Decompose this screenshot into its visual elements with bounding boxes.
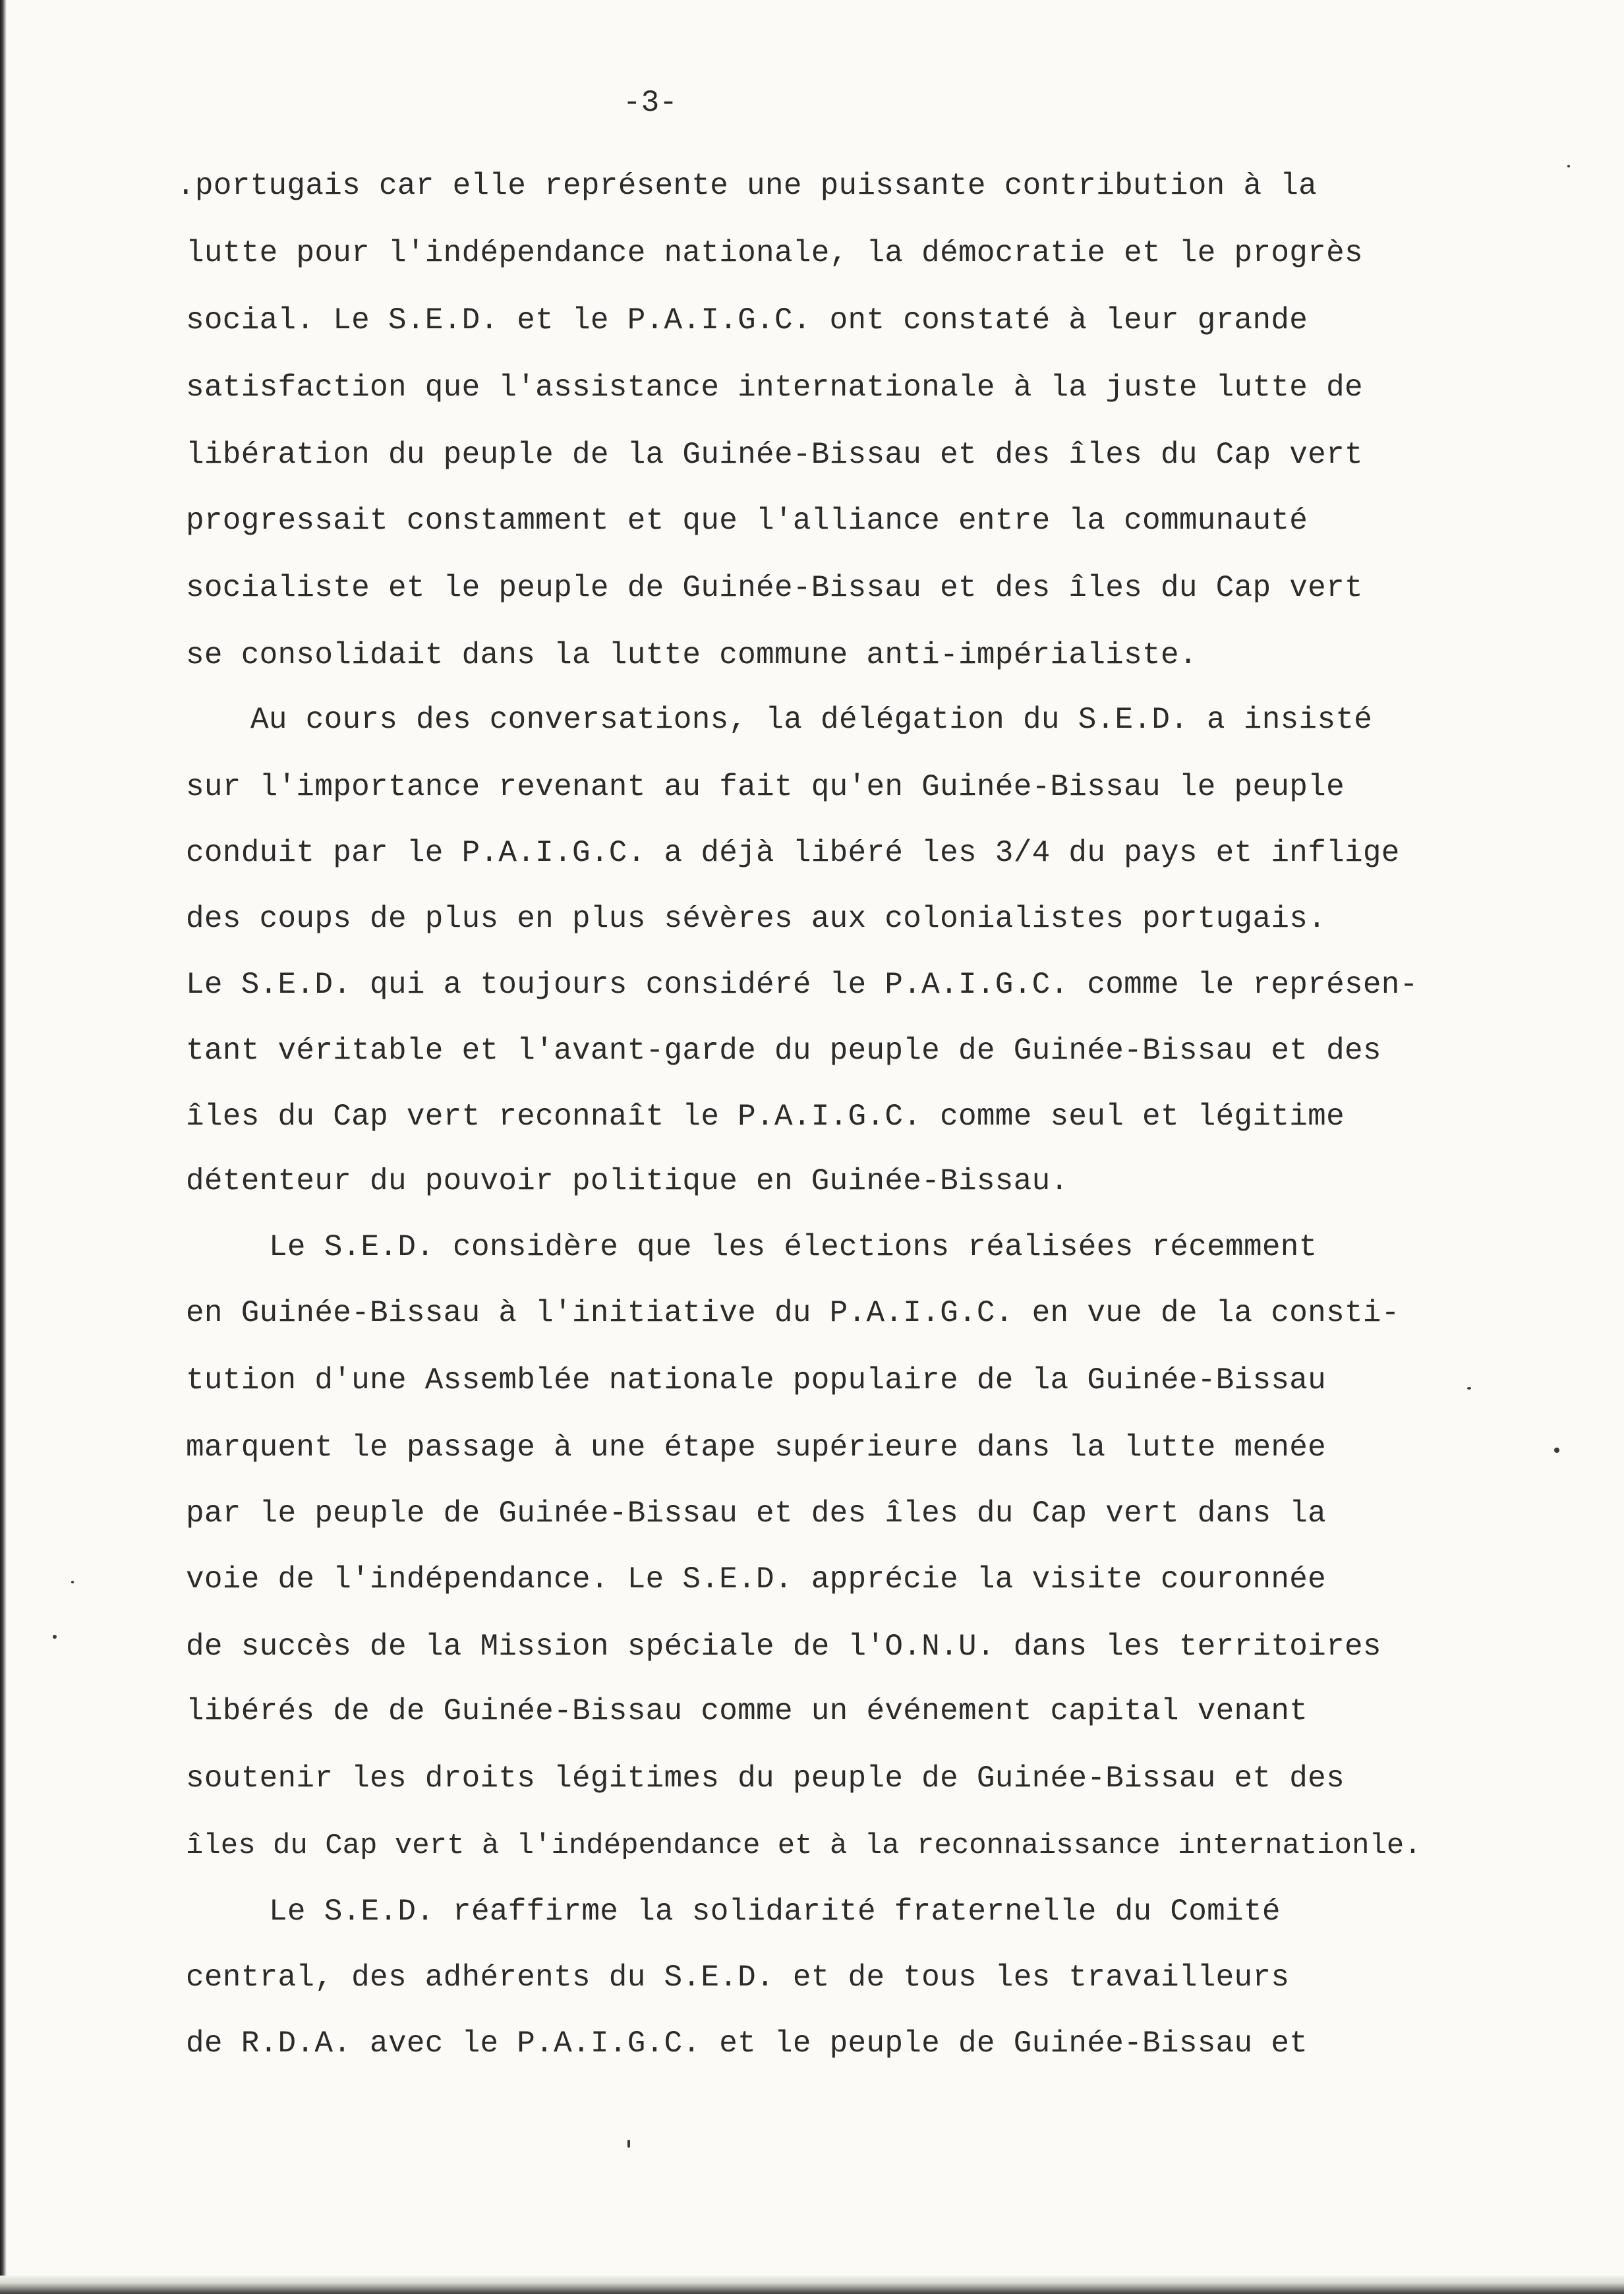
paragraph-3-line-2: en Guinée-Bissau à l'initiative du P.A.I.G.C. en vue de la consti- — [186, 1296, 1400, 1330]
paragraph-1-line-6: progressait constamment et que l'alliance entre la communauté — [186, 504, 1308, 538]
paragraph-1-line-4: satisfaction que l'assistance internationale à la juste lutte de — [186, 370, 1363, 405]
paragraph-2-line-7: îles du Cap vert reconnaît le P.A.I.G.C. comme seul et légitime — [186, 1100, 1345, 1134]
paragraph-1-line-8: se consolidait dans la lutte commune anti-impérialiste. — [186, 638, 1198, 672]
scan-bottom-edge — [0, 2276, 1624, 2294]
paragraph-3-line-1: Le S.E.D. considère que les élections réalisées récemment — [269, 1230, 1318, 1264]
scan-speck — [1567, 165, 1570, 167]
paragraph-3-line-3: tution d'une Assemblée nationale populaire de la Guinée-Bissau — [186, 1363, 1345, 1397]
paragraph-2-line-6: tant véritable et l'avant-garde du peuple de Guinée-Bissau et des — [186, 1034, 1381, 1068]
paragraph-1-line-3: social. Le S.E.D. et le P.A.I.G.C. ont constaté à leur grande — [186, 303, 1308, 338]
paragraph-4-line-1: Le S.E.D. réaffirme la solidarité fraternelle du Comité — [269, 1895, 1281, 1929]
paragraph-3-line-4: marquent le passage à une étape supérieure dans la lutte menée — [186, 1430, 1327, 1465]
paragraph-3-line-6: voie de l'indépendance. Le S.E.D. apprécie la visite couronnée — [186, 1562, 1327, 1597]
paragraph-2-line-5: Le S.E.D. qui a toujours considéré le P.A.I.G.C. comme le représen- — [186, 968, 1418, 1002]
paragraph-4-line-2: central, des adhérents du S.E.D. et de tous les travailleurs — [186, 1960, 1290, 1995]
scan-speck — [1467, 1387, 1471, 1390]
paragraph-3-line-10: îles du Cap vert à l'indépendance et à la reconnaissance internationle. — [186, 1829, 1422, 1862]
scan-speck — [53, 1635, 57, 1639]
paragraph-3-line-9: soutenir les droits légitimes du peuple de Guinée-Bissau et des — [186, 1761, 1345, 1796]
paragraph-3-line-5: par le peuple de Guinée-Bissau et des îles du Cap vert dans la — [186, 1496, 1327, 1531]
paragraph-1-line-2: lutte pour l'indépendance nationale, la démocratie et le progrès — [186, 236, 1363, 270]
page-number: -3- — [623, 86, 678, 120]
scan-left-edge — [0, 0, 7, 2294]
paragraph-2-line-1: Au cours des conversations, la délégation du S.E.D. a insisté — [250, 703, 1373, 737]
paragraph-2-line-2: sur l'importance revenant au fait qu'en Guinée-Bissau le peuple — [186, 770, 1345, 804]
paragraph-4-line-3: de R.D.A. avec le P.A.I.G.C. et le peuple de Guinée-Bissau et — [186, 2026, 1308, 2061]
paragraph-1-line-7: socialiste et le peuple de Guinée-Bissau et des îles du Cap vert — [186, 571, 1363, 605]
scan-speck — [1554, 1448, 1559, 1453]
paragraph-2-line-8: détenteur du pouvoir politique en Guinée-Bissau. — [186, 1164, 1069, 1198]
scan-speck — [627, 2140, 630, 2148]
paragraph-3-line-7: de succès de la Mission spéciale de l'O.N.U. dans les territoires — [186, 1630, 1381, 1664]
scan-speck — [71, 1581, 74, 1583]
paragraph-1-line-1: .portugais car elle représente une puissante contribution à la — [177, 169, 1318, 203]
paragraph-3-line-8: libérés de de Guinée-Bissau comme un événement capital venant — [186, 1694, 1308, 1728]
paragraph-1-line-5: libération du peuple de la Guinée-Bissau et des îles du Cap vert — [186, 438, 1363, 472]
paragraph-2-line-4: des coups de plus en plus sévères aux colonialistes portugais. — [186, 902, 1327, 936]
paragraph-2-line-3: conduit par le P.A.I.G.C. a déjà libéré les 3/4 du pays et inflige — [186, 836, 1400, 870]
